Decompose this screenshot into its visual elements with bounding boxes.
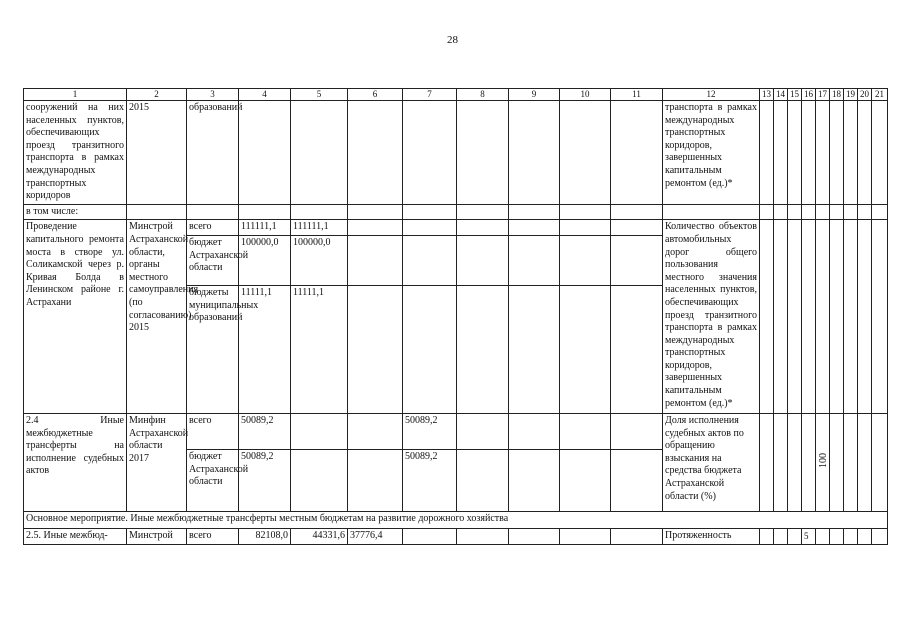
header-cell: 14 (774, 89, 788, 101)
value-cell: 50089,2 (403, 413, 457, 449)
value-cell: 111111,1 (291, 220, 348, 236)
value-cell: 11111,1 (239, 285, 291, 413)
header-cell: 10 (560, 89, 611, 101)
value-cell: 100000,0 (239, 235, 291, 285)
header-cell: 21 (872, 89, 888, 101)
value-cell: 44331,6 (291, 528, 348, 544)
source-cell: бюджет Астраханской области (187, 235, 239, 285)
header-cell: 4 (239, 89, 291, 101)
executor-cell: Минстрой (127, 528, 187, 544)
target-value: 5 (802, 528, 816, 544)
table-row (24, 511, 888, 528)
header-cell: 17 (816, 89, 830, 101)
header-cell: 19 (844, 89, 858, 101)
header-row (24, 89, 888, 101)
header-cell: 3 (187, 89, 239, 101)
source-cell: бюджеты муниципальных образований (187, 285, 239, 413)
header-cell: 6 (348, 89, 403, 101)
measure-name-cell: 2.5. Иные межбюд- (24, 528, 127, 544)
executor-cell: Минстрой Астраханской области, органы местного самоуправления (по согласованию) 2015 (127, 220, 187, 414)
header-cell: 12 (663, 89, 760, 101)
value-cell: 37776,4 (348, 528, 403, 544)
value-cell: 100000,0 (291, 235, 348, 285)
measure-name-cell: сооружений на них населенных пунктов, обеспечивающих проезд транзитного транспорта в рамках международных транспортных коридоров (24, 101, 127, 205)
table-row (24, 101, 888, 205)
page-number: 28 (447, 34, 458, 46)
header-cell: 9 (509, 89, 560, 101)
indicator-cell: Количество объектов автомобильных дорог общего пользования местного значения населенных пунктов, обеспечивающих проезд транзитного транспорта в рамках международных транспортных коридоров, завершенных капитальным ремонтом (ед.)* (663, 220, 760, 414)
executor-cell: 2015 (127, 101, 187, 205)
table-row (24, 528, 888, 544)
value-cell: 50089,2 (403, 449, 457, 511)
table-row (24, 204, 888, 220)
value-cell: 50089,2 (239, 413, 291, 449)
table-row (24, 413, 888, 449)
value-cell: 50089,2 (239, 449, 291, 511)
source-cell: всего (187, 220, 239, 236)
source-cell: бюджет Астраханской области (187, 449, 239, 511)
value-cell: 11111,1 (291, 285, 348, 413)
source-cell: всего (187, 528, 239, 544)
header-cell: 5 (291, 89, 348, 101)
header-cell: 11 (611, 89, 663, 101)
indicator-cell: Протяженность (663, 528, 760, 544)
value-cell: 111111,1 (239, 220, 291, 236)
value-cell: 82108,0 (239, 528, 291, 544)
program-table (23, 88, 888, 545)
main-activity-title: Основное мероприятие. Иные межбюджетные трансферты местным бюджетам на развитие дорожного хозяйства (24, 511, 888, 528)
header-cell: 18 (830, 89, 844, 101)
header-cell: 20 (858, 89, 872, 101)
header-cell: 2 (127, 89, 187, 101)
indicator-cell: Доля исполнения судебных актов по обращению взыскания на средства бюджета Астраханской области (%) (663, 413, 760, 511)
measure-name-cell: 2.4 Иные межбюджетные трансферты на исполнение судебных актов (24, 413, 127, 511)
source-cell: всего (187, 413, 239, 449)
header-cell: 8 (457, 89, 509, 101)
indicator-cell: транспорта в рамках международных транспортных коридоров, завершенных капитальным ремонтом (ед.)* (663, 101, 760, 205)
table-row (24, 220, 888, 236)
target-value: 100 (818, 452, 829, 468)
header-cell: 13 (760, 89, 774, 101)
header-cell: 16 (802, 89, 816, 101)
header-cell: 1 (24, 89, 127, 101)
executor-cell: Минфин Астраханской области 2017 (127, 413, 187, 511)
including-label: в том числе: (24, 204, 127, 220)
header-cell: 7 (403, 89, 457, 101)
source-cell: образований (187, 101, 239, 205)
measure-name-cell: Проведение капитального ремонта моста в створе ул. Соликамской через р. Кривая Болда в Ленинском районе г. Астрахани (24, 220, 127, 414)
header-cell: 15 (788, 89, 802, 101)
